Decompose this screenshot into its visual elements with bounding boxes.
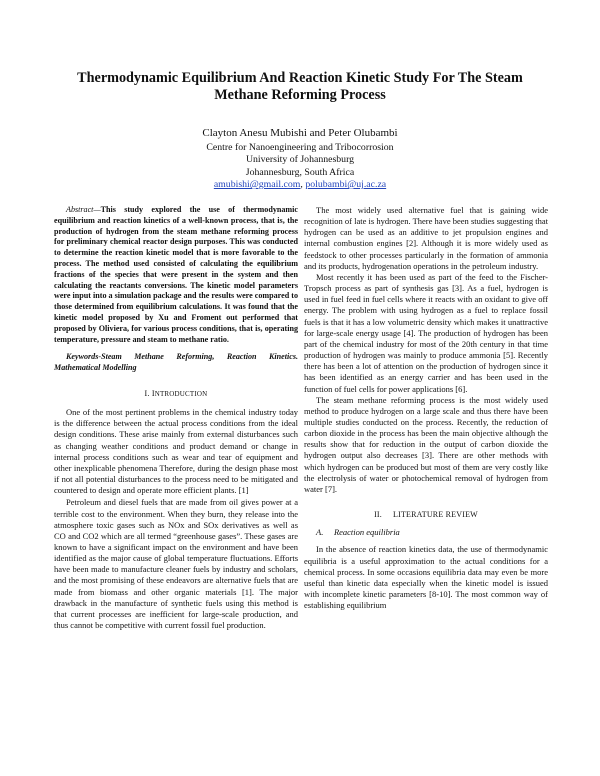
- right-paragraph-1: The most widely used alternative fuel that is gaining wide recognition of late is hydrogen. There have been studies suggesting that hydrogen can be used as an additive to jet propulsion engines and internal combustion engines [2]. Although it is more widely used as feedstock to other processes particularly in the formation of ammonia and its products, hydrogenation operations in the petroleum industry.: [304, 205, 548, 271]
- email-link-2[interactable]: polubambi@uj.ac.za: [305, 179, 387, 191]
- author-emails: [100, 179, 500, 191]
- right-paragraph-3: The steam methane reforming process is the most widely used method to produce hydrogen on a large scale and thus there have been multiple studies conducted on the process. Recently, the reduction of carbon dioxide in the process has been the main objective although the results show that for reduction in the output of carbon dioxide the hydrogen output also decreases [3]. There are other methods with which hydrogen can be produced but most of them are very costly like the electrolysis of water or photochemical removal of hydrogen from water [7].: [304, 394, 548, 494]
- paper-title: Thermodynamic Equilibrium And Reaction Kinetic Study For The Steam Methane Reforming Process: [77, 70, 523, 103]
- right-column: [304, 205, 548, 611]
- section-heading-literature-review: II. LITERATURE REVIEW: [374, 510, 478, 520]
- intro-paragraph-1: One of the most pertinent problems in the chemical industry today is the difference between the actual process conditions from the ideal design conditions. These arise mainly from external disturbances such as changing weather conditions and product demand or change in internal process conditions such as wear and tear of equipment and other inexplicable phenomena Therefore, during the design phase most if not all potential disturbances to the process need to be mitigated and countered to design and operate more efficient plants. [1]: [54, 407, 298, 496]
- subsection-heading-reaction-equilibria: A. Reaction equilibria: [316, 527, 400, 538]
- abstract: Abstract—This study explored the use of thermodynamic equilibrium and reaction kinetics of a well-known process, that is, the production of hydrogen from the steam methane reforming process for preliminary chemical reactor design purposes. This was conducted to determine the reaction kinetic model that is more favorable to the process. The method used consisted of calculating the equilibrium fractions of the species that were present in the system and then calculating the reactants conversions. The kinetic model parameters were input into a simulation package and the results were compared to those determined from equilibrium calculations. It was found that the kinetic model proposed by Xu and Froment out performed that proposed by Oliviera, for various process conditions, that is, operating temperature, pressure and steam to methane ratio.: [54, 205, 298, 344]
- email-link-1[interactable]: amubishi@gmail.com: [213, 179, 301, 191]
- author-names: Clayton Anesu Mubishi and Peter Olubambi: [202, 127, 398, 139]
- affiliation-line-1: Centre for Nanoengineering and Tribocorrosion: [206, 142, 394, 153]
- section-heading-introduction: I. INTRODUCTION: [144, 388, 208, 398]
- right-paragraph-4: In the absence of reaction kinetics data, the use of thermodynamic equilibria is a useful approximation to the actual conditions for a chemical process. In some occasions equilibria data may even be more useful than kinetic data especially when the kinetic model is issued with incomplete kinetic parameters [8-10]. The most common way of establishing equilibrium: [304, 544, 548, 611]
- intro-paragraph-2: Petroleum and diesel fuels that are made from oil gives power at a terrible cost to the environment. When they burn, they release into the atmosphere toxic gases such as NOx and SOx derivatives as well as CO and CO2 which are all termed “greenhouse gases”. These gases are known to have a significant impact on the environment and have been identified as the major cause of global temperature fluctuations. Efforts have been made to manufacture cleaner fuels by industry and scholars, and the most promising of these endeavors are alternative fuels that are made from biomass and other organic materials [1]. The major drawback in the manufacture of synthetic fuels using this method is that current processes are inefficient for large-scale production, and thus cannot be competitive with current fossil fuel production.: [54, 497, 298, 631]
- keywords: Keywords-Steam Methane Reforming, Reaction Kinetics. Mathematical Modelling: [54, 352, 298, 373]
- affiliation-line-3: Johannesburg, South Africa: [245, 166, 355, 178]
- email-separator: ,: [300, 179, 306, 191]
- abstract-text: This study explored the use of thermodynamic equilibrium and reaction kinetics of a well-known process, that is, the production of hydrogen from the steam methane reforming process for preliminary chemical reactor design purposes. This was conducted to determine the reaction kinetic model that is more favorable to the process. The method used consisted of calculating the equilibrium fractions of the species that were present in the system and then calculating the reactants conversions. The kinetic model parameters were input into a simulation package and the results were compared to those determined from equilibrium calculations. It was found that the kinetic model proposed by Xu and Froment out performed that proposed by Oliviera, for various process conditions, that is, operating temperature, pressure and steam to methane ratio.: [54, 205, 298, 344]
- left-column: [54, 205, 298, 631]
- affiliation-line-2: University of Johannesburg: [245, 154, 355, 166]
- abstract-label: Abstract: [66, 205, 94, 214]
- right-paragraph-2: Most recently it has been used as part of the feed to the Fischer-Tropsch process as part of synthesis gas [3]. As a fuel, hydrogen is used in fuel feed in fuel cells where it reacts with an oxidant to give off energy. The problem with using hydrogen as a fuel to replace fossil fuels is that it has a low volumetric density which makes it unattractive for large-scale energy usage [4]. The production of hydrogen has been part of the chemical industry for most of the 20th century in that time production of hydrogen was mainly to produce ammonia [5]. Recently there has been a lot of attention on the production of hydrogen since it has been identified as an energy carrier and has been used in the function of fuel cells for power applications [6].: [304, 271, 548, 394]
- author-block: [100, 126, 500, 192]
